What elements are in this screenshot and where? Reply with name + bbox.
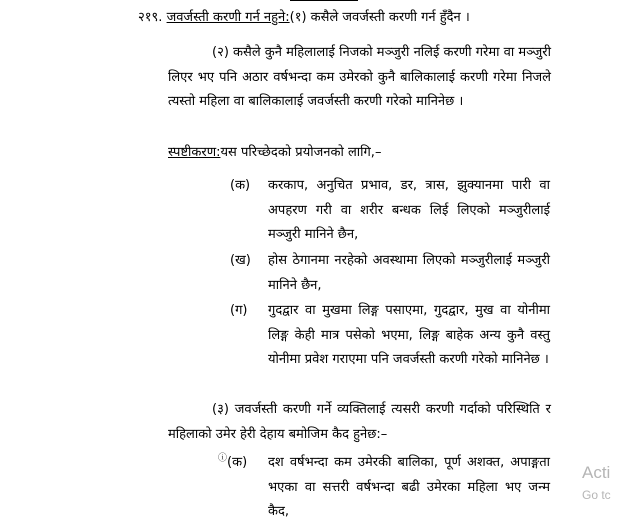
footnote-marker: ⓘ <box>218 453 228 464</box>
explanation <box>168 141 568 166</box>
section-number: २१९. <box>138 10 163 25</box>
explanation-label: स्पष्टीकरण: <box>168 145 221 160</box>
activation-watermark <box>582 462 611 506</box>
section-title: जवर्जस्ती करणी गर्न नहुने: <box>166 10 290 25</box>
watermark-line-2: Go tc <box>582 488 611 502</box>
top-rule <box>290 0 358 1</box>
item-ga-text: गुदद्वार वा मुखमा लिङ्ग पसाएमा, गुदद्वार, मुख वा योनीमा लिङ्ग केही मात्र पसेको भएमा, लिङ्ग बाहेक अन्य कुनै वस्तु योनीमा प्रवेश गराएमा पनि जवर्जस्ती करणी गरेको मानिनेछ । <box>268 303 550 367</box>
explanation-text: यस परिच्छेदको प्रयोजनको लागि,– <box>220 145 382 160</box>
item-ga-marker: (ग) <box>230 303 248 318</box>
item-ka-marker: (क) <box>230 178 251 193</box>
clause-2: (२) कसैले कुनै महिलालाई निजको मञ्जुरी नलिई करणी गरेमा वा मञ्जुरी लिएर भए पनि अठार वर्षभन्दा कम उमेरको कुनै बालिकालाई करणी गरेमा निजले त्यस्तो महिला वा बालिकालाई जवर्जस्ती करणी गरेको मानिनेछ । <box>168 45 551 109</box>
item-ka-text: करकाप, अनुचित प्रभाव, डर, त्रास, झुक्यानमा पारी वा अपहरण गरी वा शरीर बन्धक लिई लिएको मञ्जुरीलाई मञ्जुरी मानिने छैन, <box>268 178 550 242</box>
clause-3: (३) जवर्जस्ती करणी गर्ने व्यक्तिलाई त्यसरी करणी गर्दाको परिस्थिति र महिलाको उमेर हेरी देहाय बमोजिम कैद हुनेछ:– <box>168 402 551 442</box>
sub-item-text: दश वर्षभन्दा कम उमेरकी बालिका, पूर्ण अशक्त, अपाङ्गता भएका वा सत्तरी वर्षभन्दा बढी उमेरका महिला भए जन्म कैद, <box>268 455 550 519</box>
watermark-line-1: Acti <box>582 463 611 482</box>
sub-item-label: (क) <box>227 455 248 470</box>
sub-item-marker <box>218 451 247 476</box>
item-kha-marker: (ख) <box>230 253 251 268</box>
section-heading <box>138 6 608 31</box>
section-clause-1: (१) कसैले जवर्जस्ती करणी गर्न हुँदैन । <box>289 10 470 25</box>
item-kha-text: होस ठेगानमा नरहेको अवस्थामा लिएको मञ्जुरीलाई मञ्जुरी मानिने छैन, <box>268 253 550 293</box>
